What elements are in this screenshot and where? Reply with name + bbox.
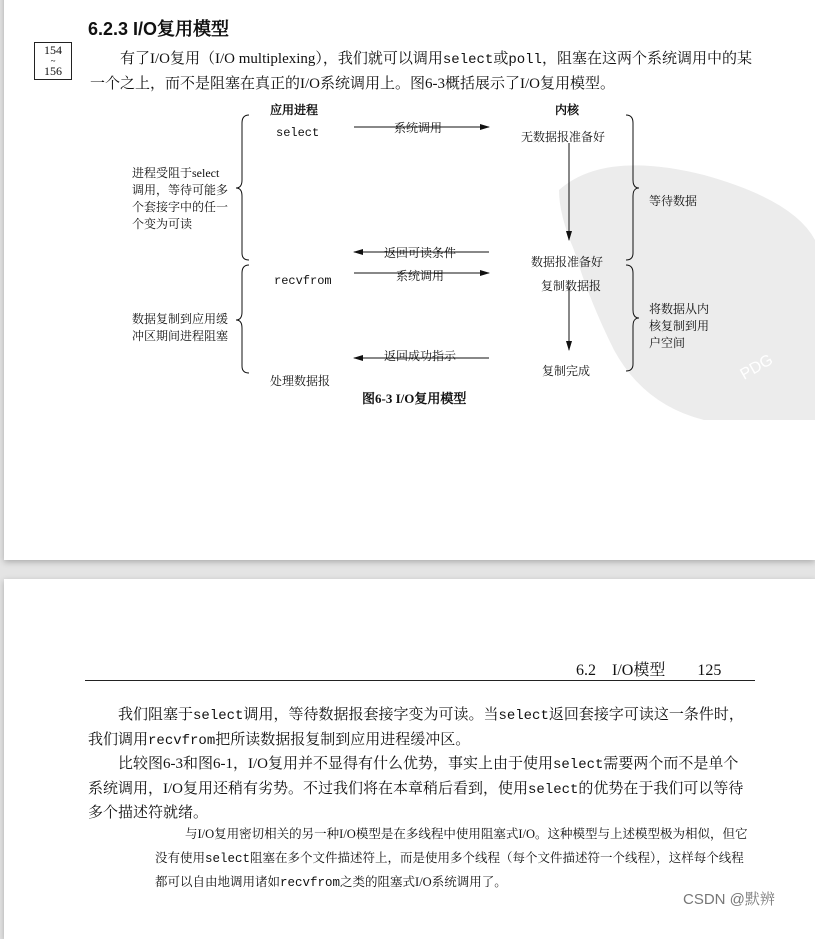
pdf-page-2 — [4, 579, 815, 939]
note-line: 进程受阻于select — [132, 166, 220, 180]
csdn-watermark: CSDN @默辨 — [683, 891, 775, 908]
note-line: 将数据从内 — [649, 302, 710, 316]
note-line: 核复制到用 — [649, 319, 710, 333]
right-note-2 — [649, 301, 709, 352]
code-term: select — [205, 851, 251, 866]
left-note-2 — [132, 311, 228, 345]
text-run: 我们阻塞于 — [118, 707, 194, 723]
text-run: 阻塞在多个文件描述符上，而是使用多个线程（每个文件描述符一个线程），这样每个线程都可以自由地调用诸如 — [155, 850, 744, 889]
code-term: recvfrom — [148, 732, 216, 749]
text-run: 有了I/O复用（I/O multiplexing），我们就可以调用 — [120, 51, 443, 67]
text-run: 与I/O复用密切相关的另一种I/O模型是在多线程中使用阻塞式I/O。这种模型与上述模型极为相似，但它没有使用 — [155, 827, 748, 865]
text-run: 调用，等待数据报套接字变为可读。当 — [243, 707, 499, 723]
text-run: 或 — [493, 51, 509, 67]
brace-left-2 — [236, 265, 249, 373]
header-title: I/O模型 — [612, 662, 666, 679]
code-term: recvfrom — [280, 876, 341, 890]
right-note-1: 等待数据 — [649, 194, 698, 208]
margin-ref-sep: ~ — [50, 56, 56, 66]
note-line: 冲区期间进程阻塞 — [132, 329, 229, 343]
margin-ref-bottom: 156 — [44, 64, 62, 78]
copy-done-label: 复制完成 — [542, 364, 591, 378]
col-app-label: 应用进程 — [270, 103, 319, 117]
code-term: poll — [508, 52, 542, 68]
header-rule — [85, 680, 755, 681]
text-run: 把所读数据报复制到应用进程缓冲区。 — [215, 731, 471, 748]
process-label: 处理数据报 — [270, 374, 331, 388]
data-ready-label: 数据报准备好 — [531, 255, 604, 269]
text-run: 需要两个而不是单个系统调用，I/O复用还稍有劣势。不过我们将在本章稍后看到，使用 — [88, 756, 739, 797]
note-line: 数据复制到应用缓 — [132, 312, 229, 326]
syscall-label-1: 系统调用 — [394, 121, 443, 135]
code-term: select — [442, 52, 494, 68]
syscall-label-2: 系统调用 — [396, 269, 445, 283]
text-run: 之类的阻塞式I/O系统调用了。 — [340, 875, 507, 889]
note-line: 调用，等待可能多 — [132, 183, 229, 197]
note-paragraph — [155, 823, 755, 896]
note-line: 个套接字中的任一 — [132, 200, 229, 214]
margin-ref-top: 154 — [44, 43, 62, 57]
code-term: select — [498, 708, 549, 724]
text-run: ，阻塞在这两个系统调用中的某一个之上，而不是阻塞在真正的I/O系统调用上。图6-3概括展示了I/O复用模型。 — [90, 51, 752, 92]
figure-caption: 图6-3 I/O复用模型 — [362, 391, 467, 406]
recvfrom-label: recvfrom — [274, 274, 332, 288]
page-number: 125 — [697, 662, 722, 679]
section-title: 6.2.3 I/O复用模型 — [88, 19, 230, 39]
pdf-page-1 — [4, 0, 815, 560]
watermark-pdg: PDG — [737, 351, 777, 384]
copy-data-label: 复制数据报 — [541, 279, 602, 293]
running-header — [576, 657, 721, 680]
col-kernel-label: 内核 — [555, 103, 580, 117]
left-note-1 — [132, 165, 228, 233]
return-ok-label: 返回成功指示 — [384, 349, 457, 363]
note-line: 个变为可读 — [132, 217, 193, 231]
brace-left-1 — [236, 115, 249, 260]
code-term: select — [553, 757, 604, 773]
text-run: 比较图6-3和图6-1，I/O复用并不显得有什么优势，事实上由于使用 — [118, 756, 553, 772]
code-term: select — [528, 781, 579, 798]
text-run: 的优势在于我们可以等待多个描述符就绪。 — [88, 780, 744, 821]
body-paragraphs — [88, 704, 750, 826]
code-term: select — [193, 708, 244, 724]
return-readable-label: 返回可读条件 — [384, 246, 457, 260]
select-label: select — [276, 126, 320, 140]
header-section: 6.2 — [576, 662, 596, 679]
no-data-label: 无数据报准备好 — [521, 130, 606, 144]
note-line: 户空间 — [649, 336, 686, 350]
text-run: 返回套接字可读这一条件时，我们调用 — [88, 707, 744, 748]
